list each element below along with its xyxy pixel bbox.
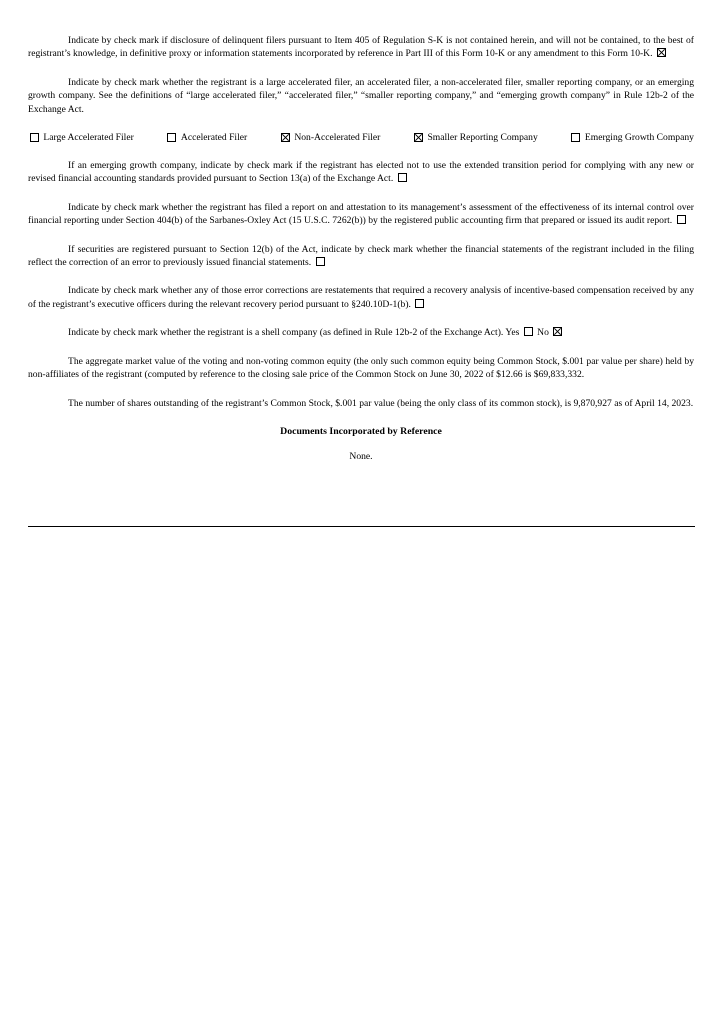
accelerated-filer-checkbox[interactable] — [167, 133, 176, 142]
non-accelerated-filer-label: Non-Accelerated Filer — [294, 132, 381, 144]
large-accelerated-filer-checkbox[interactable] — [30, 133, 39, 142]
shell-yes-checkbox[interactable] — [524, 327, 533, 336]
accelerated-filer-label: Accelerated Filer — [180, 132, 248, 144]
error-correction-text: If securities are registered pursuant to Section 12(b) of the Act, indicate by check mark whether the financial statements of the registrant included in the filing reflect the correction of an error to previously issued financial statements. — [28, 243, 694, 269]
large-accelerated-filer-label: Large Accelerated Filer — [43, 132, 134, 144]
non-accelerated-filer-option — [279, 131, 380, 144]
smaller-reporting-company-option — [412, 131, 538, 144]
error-correction-paragraph — [28, 243, 694, 270]
delinquent-filers-paragraph — [28, 34, 694, 61]
shell-no-checkbox[interactable] — [553, 327, 562, 336]
emerging-growth-company-label: Emerging Growth Company — [584, 132, 694, 144]
delinquent-filers-text: Indicate by check mark if disclosure of delinquent filers pursuant to Item 405 of Regulation S-K is not contained herein, and will not be contained, to the best of registrant’s knowledge, in definitive proxy or information statements incorporated by reference in Part III of this Form 10-K or any amendment to this Form 10-K. — [28, 35, 694, 60]
restatements-text: Indicate by check mark whether any of those error corrections are restatements that required a recovery analysis of incentive-based compensation received by any of the registrant’s executive officers during the relevant recovery period pursuant to §240.10D-1(b). — [28, 285, 694, 310]
filer-status-paragraph: Indicate by check mark whether the registrant is a large accelerated filer, an accelerated filer, a non-accelerated filer, smaller reporting company, or an emerging growth company. See the definitions of “large accelerated filer,” “accelerated filer,” “smaller reporting company,” and “emerging growth company” in Rule 12b-2 of the Exchange Act. — [28, 76, 694, 115]
transition-period-paragraph — [28, 159, 694, 186]
internal-control-text: Indicate by check mark whether the registrant has filed a report on and attestation to its management’s assessment of the effectiveness of its internal control over financial reporting under Section 404(b) of the Sarbanes-Oxley Act (15 U.S.C. 7262(b)) by the registered public accounting firm that prepared or issued its audit report. — [28, 201, 694, 227]
documents-incorporated-value: None. — [349, 450, 373, 462]
documents-incorporated-heading: Documents Incorporated by Reference — [280, 425, 442, 437]
emerging-growth-company-checkbox[interactable] — [571, 133, 580, 142]
internal-control-paragraph — [28, 201, 694, 228]
accelerated-filer-option — [165, 131, 247, 144]
delinquent-filers-checkbox[interactable] — [657, 48, 666, 57]
smaller-reporting-company-label: Smaller Reporting Company — [427, 132, 538, 144]
shell-company-paragraph — [28, 326, 694, 339]
transition-period-text: If an emerging growth company, indicate by check mark if the registrant has elected not to use the extended transition period for complying with any new or revised financial accounting standards provided pursuant to Section 13(a) of the Exchange Act. — [28, 160, 694, 185]
shell-company-text: Indicate by check mark whether the registrant is a shell company (as defined in Rule 12b-2 of the Exchange Act). — [68, 327, 504, 339]
smaller-reporting-company-checkbox[interactable] — [414, 133, 423, 142]
shell-no-label: No — [537, 327, 549, 339]
transition-period-checkbox[interactable] — [398, 173, 407, 182]
filer-status-options — [28, 131, 694, 144]
error-correction-checkbox[interactable] — [316, 257, 325, 266]
non-accelerated-filer-checkbox[interactable] — [281, 133, 290, 142]
shell-yes-label: Yes — [505, 327, 520, 339]
shares-outstanding-paragraph: The number of shares outstanding of the registrant’s Common Stock, $.001 par value (being the only class of its common stock), is 9,870,927 as of April 14, 2023. — [68, 397, 694, 409]
restatements-paragraph — [28, 284, 694, 311]
page-divider — [28, 526, 695, 527]
emerging-growth-company-option — [569, 131, 693, 144]
market-value-paragraph: The aggregate market value of the voting and non-voting common equity (the only such common equity being Common Stock, $.001 par value per share) held by non-affiliates of the registrant (computed by reference to the closing sale price of the Common Stock on June 30, 2022 of $12.66 is $69,833,332. — [28, 355, 694, 381]
large-accelerated-filer-option — [28, 131, 134, 144]
internal-control-checkbox[interactable] — [677, 215, 686, 224]
restatements-checkbox[interactable] — [415, 299, 424, 308]
cover-page-continuation — [28, 34, 694, 463]
